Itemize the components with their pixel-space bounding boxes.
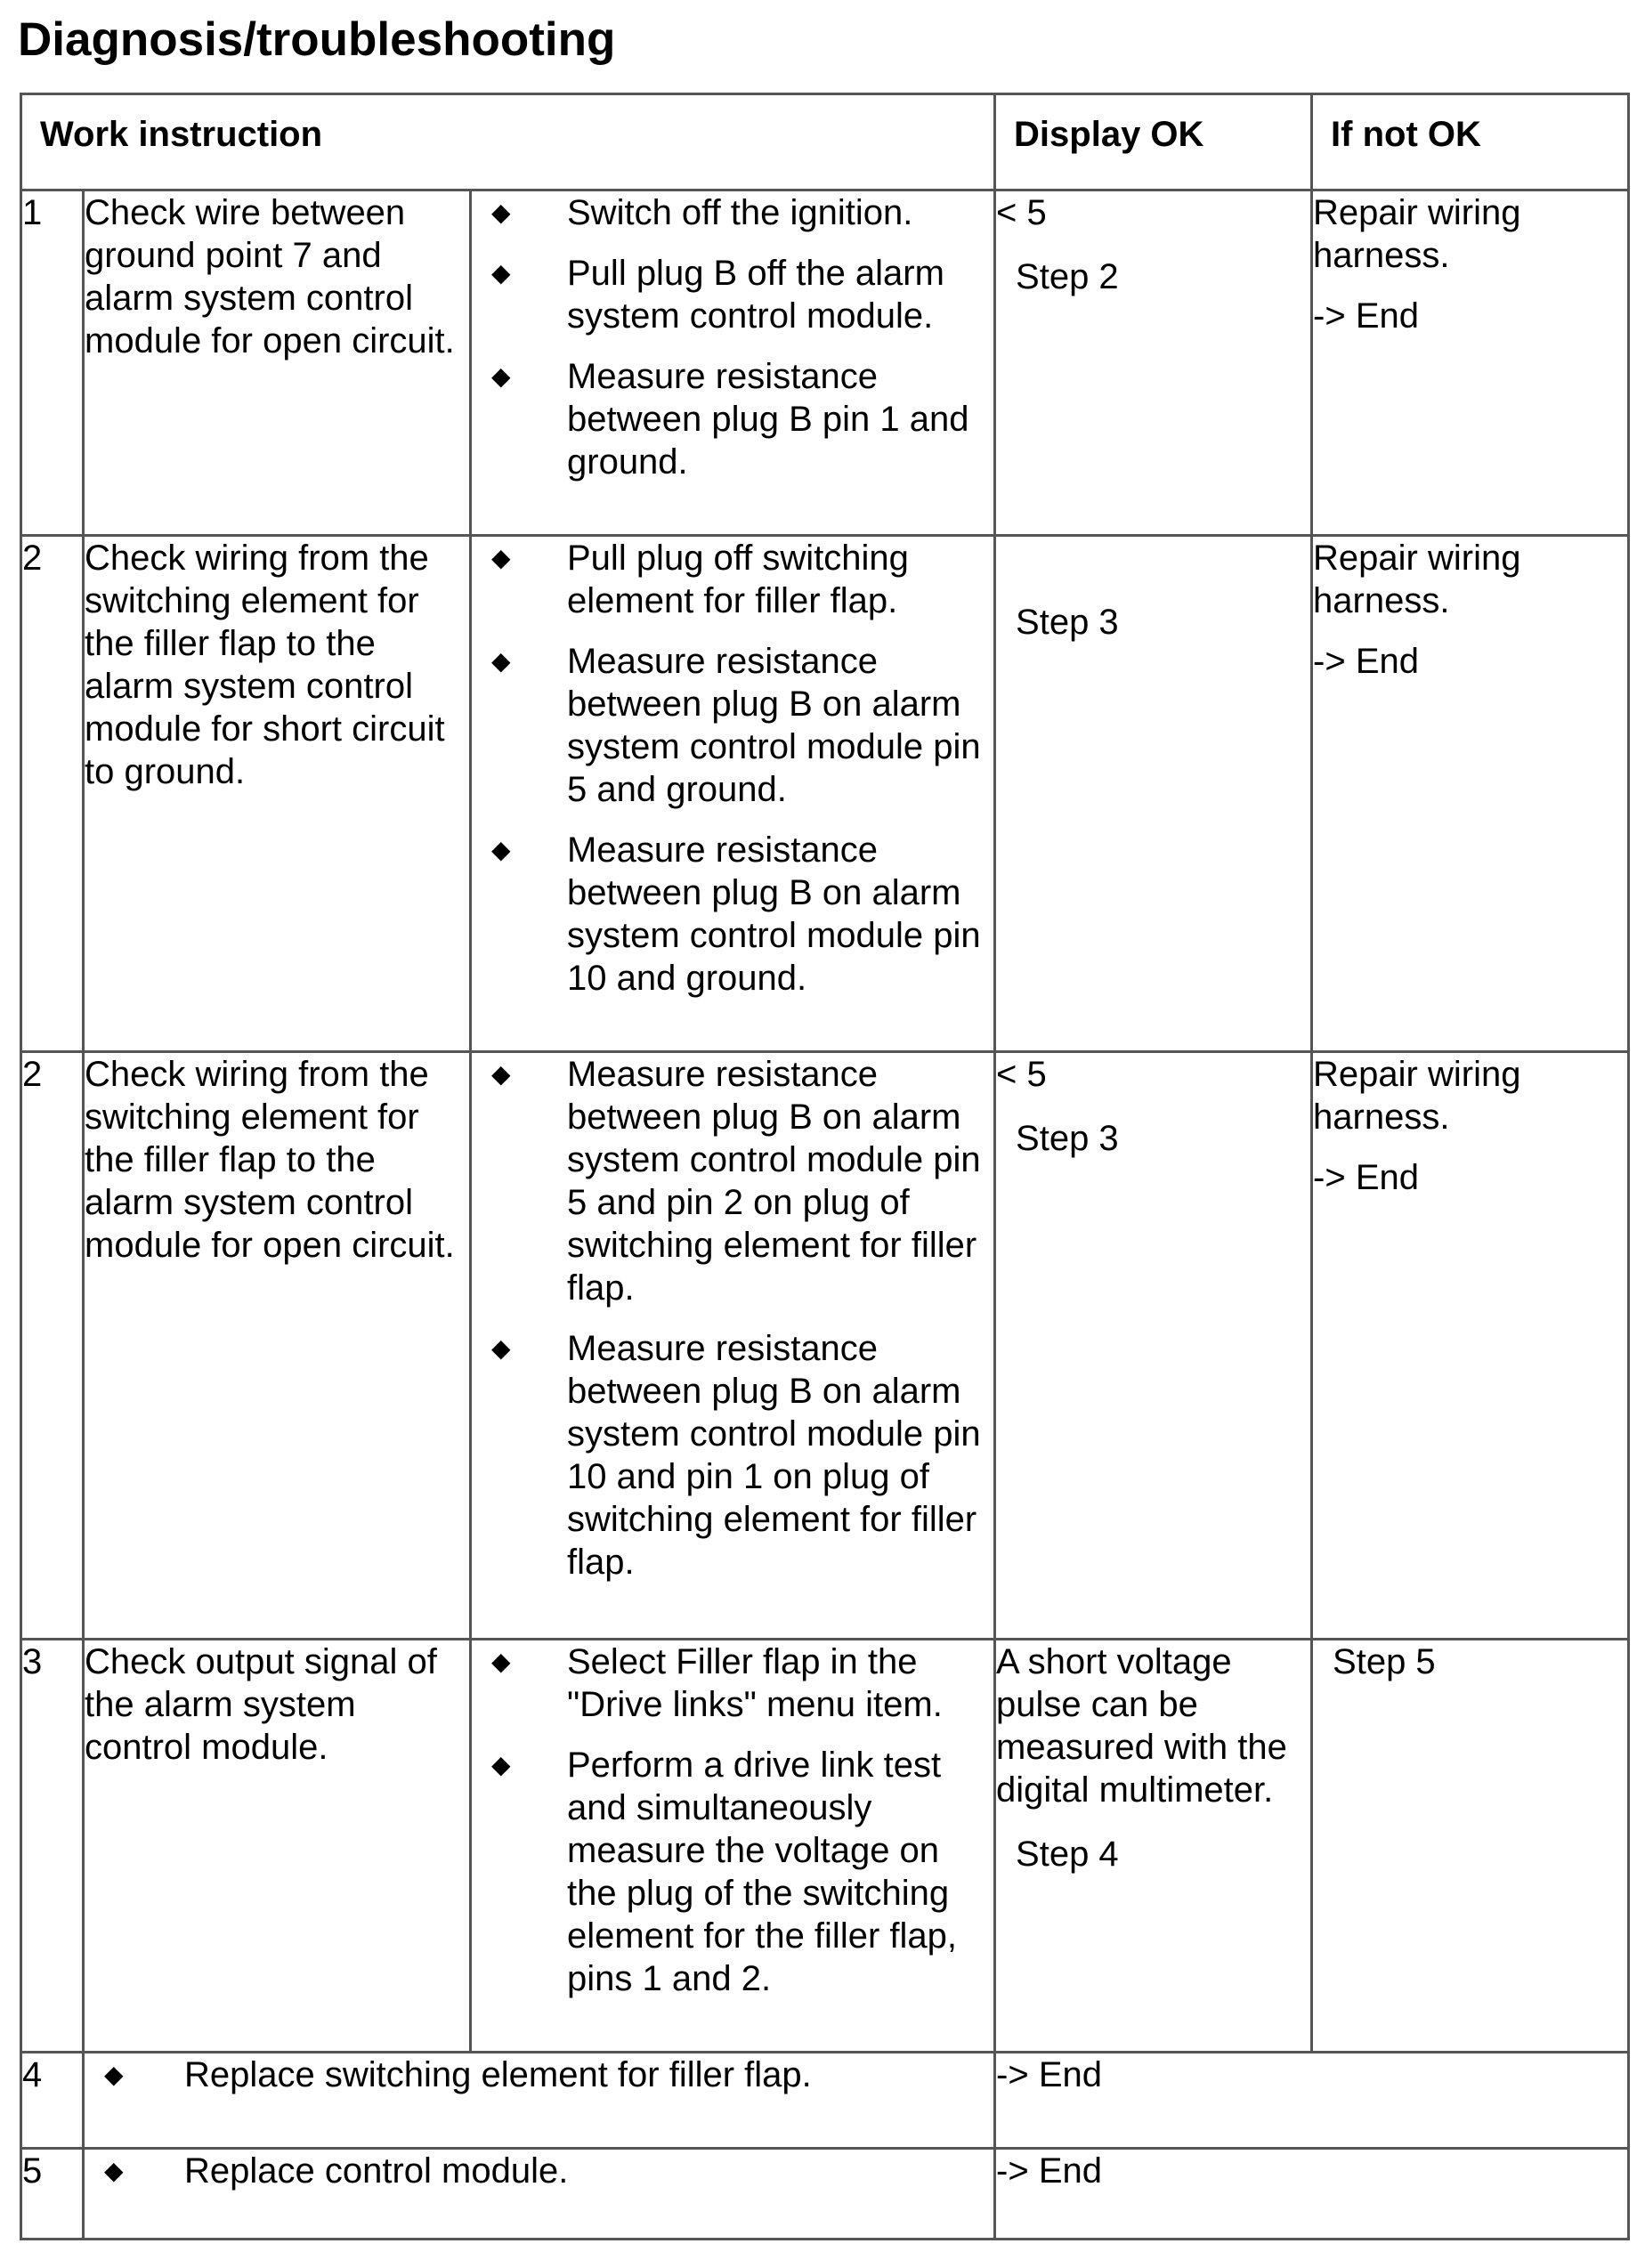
action-text: Pull plug B off the alarm system control module. bbox=[567, 254, 944, 336]
action-text: Switch off the ignition. bbox=[567, 193, 913, 232]
diamond-bullet-icon: ◆ bbox=[491, 1334, 511, 1362]
display-ok-cell bbox=[995, 1052, 1312, 1640]
if-not-ok-end: -> End bbox=[1313, 1158, 1419, 1197]
action-text: Select Filler flap in the "Drive links" menu item. bbox=[567, 1642, 943, 1724]
step-number: 4 bbox=[21, 2053, 84, 2149]
action-item bbox=[472, 1327, 993, 1584]
action-text: Perform a drive link test and simultaneously measure the voltage on the plug of the switching element for the filler flap, pins 1 and 2. bbox=[567, 1746, 957, 1998]
action-item bbox=[85, 2053, 993, 2096]
display-ok-value: < 5 bbox=[996, 1055, 1047, 1094]
display-ok-cell bbox=[995, 190, 1312, 536]
diamond-bullet-icon: ◆ bbox=[491, 836, 511, 863]
table-row bbox=[21, 536, 1629, 1052]
display-ok-value: A short voltage pulse can be measured with the digital multimeter. bbox=[996, 1642, 1287, 1810]
step-actions bbox=[84, 2149, 995, 2240]
diamond-bullet-icon: ◆ bbox=[491, 1751, 511, 1778]
if-not-ok-text: Repair wiring harness. bbox=[1313, 539, 1521, 620]
step-description: Check wiring from the switching element for the filler flap to the alarm system control module for short circuit to ground. bbox=[84, 536, 471, 1052]
diamond-bullet-icon: ◆ bbox=[491, 544, 511, 571]
step-description: Check wiring from the switching element for the filler flap to the alarm system control module for open circuit. bbox=[84, 1052, 471, 1640]
display-ok-step: Step 2 bbox=[1016, 257, 1119, 296]
table-row bbox=[21, 1052, 1629, 1640]
result-cell: -> End bbox=[995, 2053, 1629, 2149]
action-text: Measure resistance between plug B pin 1 and ground. bbox=[567, 357, 969, 482]
display-ok-cell bbox=[995, 1640, 1312, 2053]
if-not-ok-end: -> End bbox=[1313, 296, 1419, 336]
if-not-ok-text: Repair wiring harness. bbox=[1313, 193, 1521, 275]
table-row bbox=[21, 1640, 1629, 2053]
step-number: 3 bbox=[21, 1640, 84, 2053]
display-ok-step: Step 3 bbox=[1016, 1119, 1119, 1158]
table-row bbox=[21, 190, 1629, 536]
troubleshooting-table bbox=[20, 93, 1630, 2240]
display-ok-cell bbox=[995, 536, 1312, 1052]
action-text: Measure resistance between plug B on alarm system control module pin 5 and pin 2 on plug of switching element for filler flap. bbox=[567, 1055, 981, 1308]
display-ok-value: < 5 bbox=[996, 193, 1047, 232]
if-not-ok-step: Step 5 bbox=[1333, 1642, 1436, 1681]
action-text: Measure resistance between plug B on alarm system control module pin 10 and pin 1 on plug of switching element for filler flap. bbox=[567, 1329, 981, 1582]
action-text: Measure resistance between plug B on alarm system control module pin 5 and ground. bbox=[567, 642, 981, 809]
diamond-bullet-icon: ◆ bbox=[491, 362, 511, 390]
step-actions bbox=[471, 1640, 995, 2053]
action-text: Replace control module. bbox=[184, 2151, 569, 2191]
step-description: Check output signal of the alarm system control module. bbox=[84, 1640, 471, 2053]
if-not-ok-cell bbox=[1312, 536, 1629, 1052]
result-cell: -> End bbox=[995, 2149, 1629, 2240]
if-not-ok-end: -> End bbox=[1313, 642, 1419, 681]
header-if-not-ok: If not OK bbox=[1312, 94, 1629, 190]
header-display-ok: Display OK bbox=[995, 94, 1312, 190]
action-item bbox=[472, 1640, 993, 1726]
display-ok-step: Step 4 bbox=[1016, 1835, 1119, 1874]
action-text: Replace switching element for filler flap. bbox=[184, 2055, 812, 2094]
if-not-ok-cell bbox=[1312, 1640, 1629, 2053]
action-text: Measure resistance between plug B on alarm system control module pin 10 and ground. bbox=[567, 830, 981, 998]
if-not-ok-text: Repair wiring harness. bbox=[1313, 1055, 1521, 1137]
step-number: 1 bbox=[21, 190, 84, 536]
step-actions bbox=[84, 2053, 995, 2149]
diamond-bullet-icon: ◆ bbox=[491, 647, 511, 675]
diamond-bullet-icon: ◆ bbox=[491, 1060, 511, 1088]
action-item bbox=[472, 640, 993, 811]
table-row bbox=[21, 2053, 1629, 2149]
step-actions bbox=[471, 190, 995, 536]
action-item bbox=[472, 191, 993, 234]
step-actions bbox=[471, 1052, 995, 1640]
action-item bbox=[472, 355, 993, 483]
action-item bbox=[472, 829, 993, 1000]
action-item bbox=[472, 252, 993, 337]
action-item bbox=[85, 2150, 993, 2192]
action-item bbox=[472, 1744, 993, 2000]
header-work-instruction: Work instruction bbox=[21, 94, 995, 190]
action-item bbox=[472, 1053, 993, 1309]
display-ok-step: Step 3 bbox=[1016, 603, 1119, 642]
step-actions bbox=[471, 536, 995, 1052]
diamond-bullet-icon: ◆ bbox=[491, 198, 511, 226]
diamond-bullet-icon: ◆ bbox=[104, 2061, 124, 2088]
step-number: 5 bbox=[21, 2149, 84, 2240]
page-title: Diagnosis/troubleshooting bbox=[18, 13, 616, 66]
diamond-bullet-icon: ◆ bbox=[104, 2157, 124, 2184]
step-number: 2 bbox=[21, 536, 84, 1052]
step-number: 2 bbox=[21, 1052, 84, 1640]
if-not-ok-cell bbox=[1312, 190, 1629, 536]
action-item bbox=[472, 537, 993, 622]
diamond-bullet-icon: ◆ bbox=[491, 259, 511, 287]
action-text: Pull plug off switching element for filler flap. bbox=[567, 539, 909, 620]
table-row bbox=[21, 2149, 1629, 2240]
diamond-bullet-icon: ◆ bbox=[491, 1648, 511, 1675]
if-not-ok-cell bbox=[1312, 1052, 1629, 1640]
header-row bbox=[21, 94, 1629, 190]
step-description: Check wire between ground point 7 and alarm system control module for open circuit. bbox=[84, 190, 471, 536]
